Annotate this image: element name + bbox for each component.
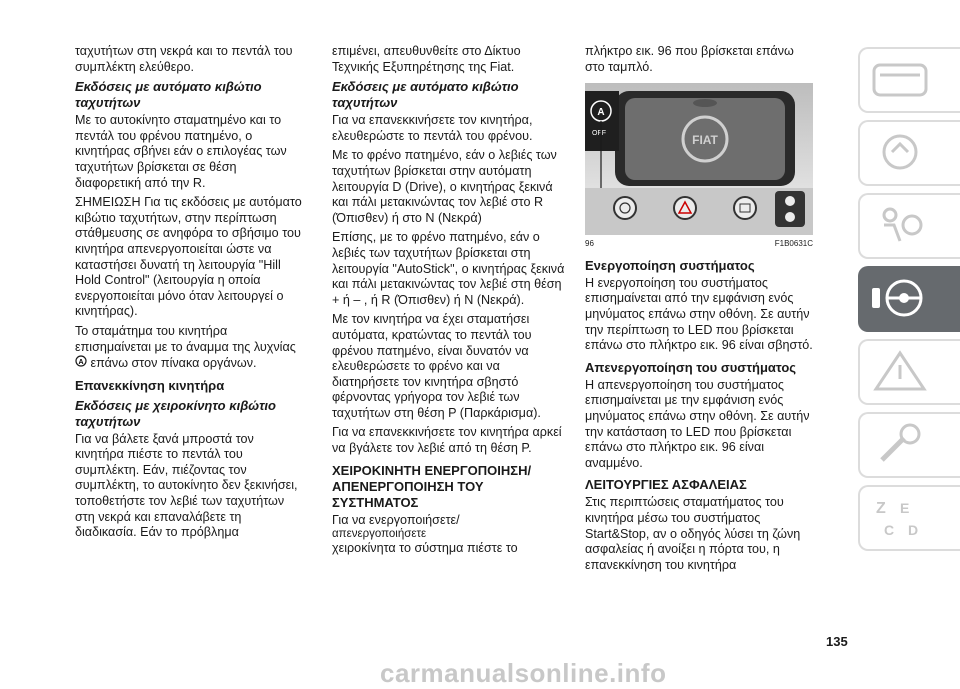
chapter-tabs (830, 47, 960, 558)
section-heading-automatic: Εκδόσεις με αυτόματο κιβώτιο ταχυτήτων (75, 79, 262, 111)
figure-dashboard-photo (585, 83, 813, 235)
paragraph-with-icon (75, 324, 305, 372)
figure-caption (585, 236, 813, 252)
note-paragraph: ΣΗΜΕΙΩΣΗ Για τις εκδόσεις με αυτόματο κιβώτιο ταχυτήτων, στην περίπτωση στάθμευσης σε ανηφόρα το σβήσιμο του κινητήρα απενεργοποιείται ώστε να καταστήσει δυνατή τη λειτουργία "Hill Hold Control" (λειτουργία η οποία ενεργοποιείται μόνο όταν λειτουργεί ο κινητήρας). (75, 195, 302, 319)
tab-maintenance[interactable] (858, 412, 960, 478)
tab-emergency[interactable] (858, 339, 960, 405)
airbag-safety-icon (870, 201, 930, 249)
text-span: Το σταμάτημα του κινητήρα επισημαίνεται με το άναμμα της λυχνίας (75, 323, 296, 354)
paragraph: Για να βάλετε ξανά μπροστά τον κινητήρα πιέστε το πεντάλ του συμπλέκτη. Εάν, πιέζοντας τον συμπλέκτη, το αυτοκίνητο δεν ξεκινήσει, τοποθετήστε τον λεβιέ των ταχυτήτων στη νεκρά και επαναλάβετε τη διαδικασία. Εάν το πρόβλημα (75, 431, 298, 540)
paragraph: Με το αυτοκίνητο σταματημένο και το πεντάλ του φρένου πατημένο, ο κινητήρας σβήνει εάν ο επιλογέας των ταχυτήτων βρίσκεται σε θέση διαφορετική από την R. (75, 113, 287, 190)
section-heading-deactivation: Απενεργοποίηση του συστήματος (585, 359, 797, 375)
text-span: επάνω στον πίνακα οργάνων. (90, 356, 257, 371)
dashboard-illustration (585, 83, 813, 235)
tab-warning-lights[interactable] (858, 120, 960, 186)
section-heading-safety: ΛΕΙΤΟΥΡΓΙΕΣ ΑΣΦΑΛΕΙΑΣ (585, 477, 747, 493)
start-stop-warning-icon (75, 356, 91, 370)
svg-text:FIAT: FIAT (692, 133, 718, 148)
tab-airbag-safety[interactable] (858, 193, 960, 259)
svg-text:D: D (908, 522, 919, 538)
section-heading-activation: Ενεργοποίηση συστήματος (585, 257, 755, 273)
paragraph: Επίσης, με το φρένο πατημένο, εάν ο λεβιές των ταχυτήτων βρίσκεται στη λειτουργία "AutoStick", ο κινητήρας ξεκινά και πάλι μετακινώντας τον λεβιέ στη θέση + ή – , ή R (Όπισθεν) ή N (Νεκρά). (332, 230, 565, 307)
warning-lights-icon (870, 128, 930, 176)
paragraph: Με τον κινητήρα να έχει σταματήσει αυτόματα, κρατώντας το πεντάλ του φρένου πατημένο, είναι δυνατόν να ελευθερώσετε το φρένο και να διατηρήσετε τον κινητήρα σβηστό φέρνοντας γρήγορα τον λεβιέ των ταχυτήτων στη θέση P (Παρκάρισμα). (332, 312, 541, 420)
column-1 (75, 44, 305, 545)
section-heading-automatic: Εκδόσεις με αυτόματο κιβώτιο ταχυτήτων (332, 79, 519, 111)
figure-off-label: OFF (592, 130, 606, 138)
steering-wheel-key-icon (870, 274, 930, 322)
paragraph: επιμένει, απευθυνθείτε στο Δίκτυο Τεχνικής Εξυπηρέτησης της Fiat. (332, 44, 521, 74)
paragraph: Με το φρένο πατημένο, εάν ο λεβιές των ταχυτήτων βρίσκεται στην αυτόματη λειτουργία D (Drive), ο κινητήρας ξεκινά και πάλι μετακινώντας τον λεβιέ στο R (Όπισθεν) ή στο N (Νεκρά) (332, 148, 557, 225)
paragraph-line-small: απενεργοποιήσετε (332, 528, 427, 541)
svg-text:A: A (78, 359, 84, 367)
page-number: 135 (826, 634, 848, 649)
svg-text:C: C (884, 522, 895, 538)
paragraph: Για να επανεκκινήσετε τον κινητήρα, ελευθερώστε το πεντάλ του φρένου. (332, 113, 533, 143)
figure-code: F1B0631C (774, 239, 813, 249)
section-heading-manual: Εκδόσεις με χειροκίνητο κιβώτιο ταχυτήτων (75, 397, 276, 429)
paragraph: πλήκτρο εικ. 96 που βρίσκεται επάνω στο ταμπλό. (585, 44, 794, 74)
emergency-triangle-icon (870, 347, 930, 395)
column-2 (332, 44, 567, 557)
svg-text:E: E (900, 500, 910, 516)
figure-number: 96 (585, 239, 594, 249)
maintenance-wrench-icon (870, 420, 930, 468)
index-letters-icon (870, 493, 930, 541)
tab-starting-driving[interactable] (858, 266, 960, 332)
paragraph: ταχυτήτων στη νεκρά και το πεντάλ του συμπλέκτη ελεύθερο. (75, 44, 293, 74)
paragraph: Η απενεργοποίηση του συστήματος επισημαίνεται με την εμφάνιση ενός μηνύματος επάνω στην οθόνη. Σε αυτήν την κατάσταση το LED που βρίσκεται επάνω στο πλήκτρο εικ. 96 είναι αναμμένο. (585, 377, 810, 470)
watermark: carmanualsonline.info (380, 658, 667, 688)
tab-index[interactable] (858, 485, 960, 551)
svg-text:Z: Z (876, 500, 886, 517)
svg-text:A: A (597, 107, 605, 119)
paragraph: Η ενεργοποίηση του συστήματος επισημαίνεται από την εμφάνιση ενός μηνύματος επάνω στην οθόνη. Σε αυτήν την περίπτωση το LED που βρίσκεται επάνω στο πλήκτρο εικ. 96 είναι σβηστό. (585, 275, 813, 353)
paragraph: Στις περιπτώσεις σταματήματος του κινητήρα μέσω του συστήματος Start&Stop, αν ο οδηγός λύσει τη ζώνη ασφαλείας ή ανοίξει η πόρτα του, η επανεκκίνηση του κινητήρα (585, 495, 801, 572)
section-heading-manual-toggle: ΧΕΙΡΟΚΙΝΗΤΗ ΕΝΕΡΓΟΠΟΙΗΣΗ/ΑΠΕΝΕΡΓΟΠΟΙΗΣΗ ΤΟΥ ΣΥΣΤΗΜΑΤΟΣ (332, 462, 532, 510)
column-3 (585, 44, 815, 577)
paragraph: Για να επανεκκινήσετε τον κινητήρα αρκεί να βγάλετε τον λεβιέ από τη θέση P. (332, 425, 562, 456)
section-heading-restart: Επανεκκίνηση κινητήρα (75, 377, 225, 393)
tab-car-dashboard[interactable] (858, 47, 960, 113)
paragraph-line: Για να ενεργοποιήσετε/ (332, 512, 460, 527)
car-dashboard-icon (870, 55, 930, 103)
paragraph-line: χειροκίνητα το σύστημα πιέστε το (332, 541, 518, 556)
